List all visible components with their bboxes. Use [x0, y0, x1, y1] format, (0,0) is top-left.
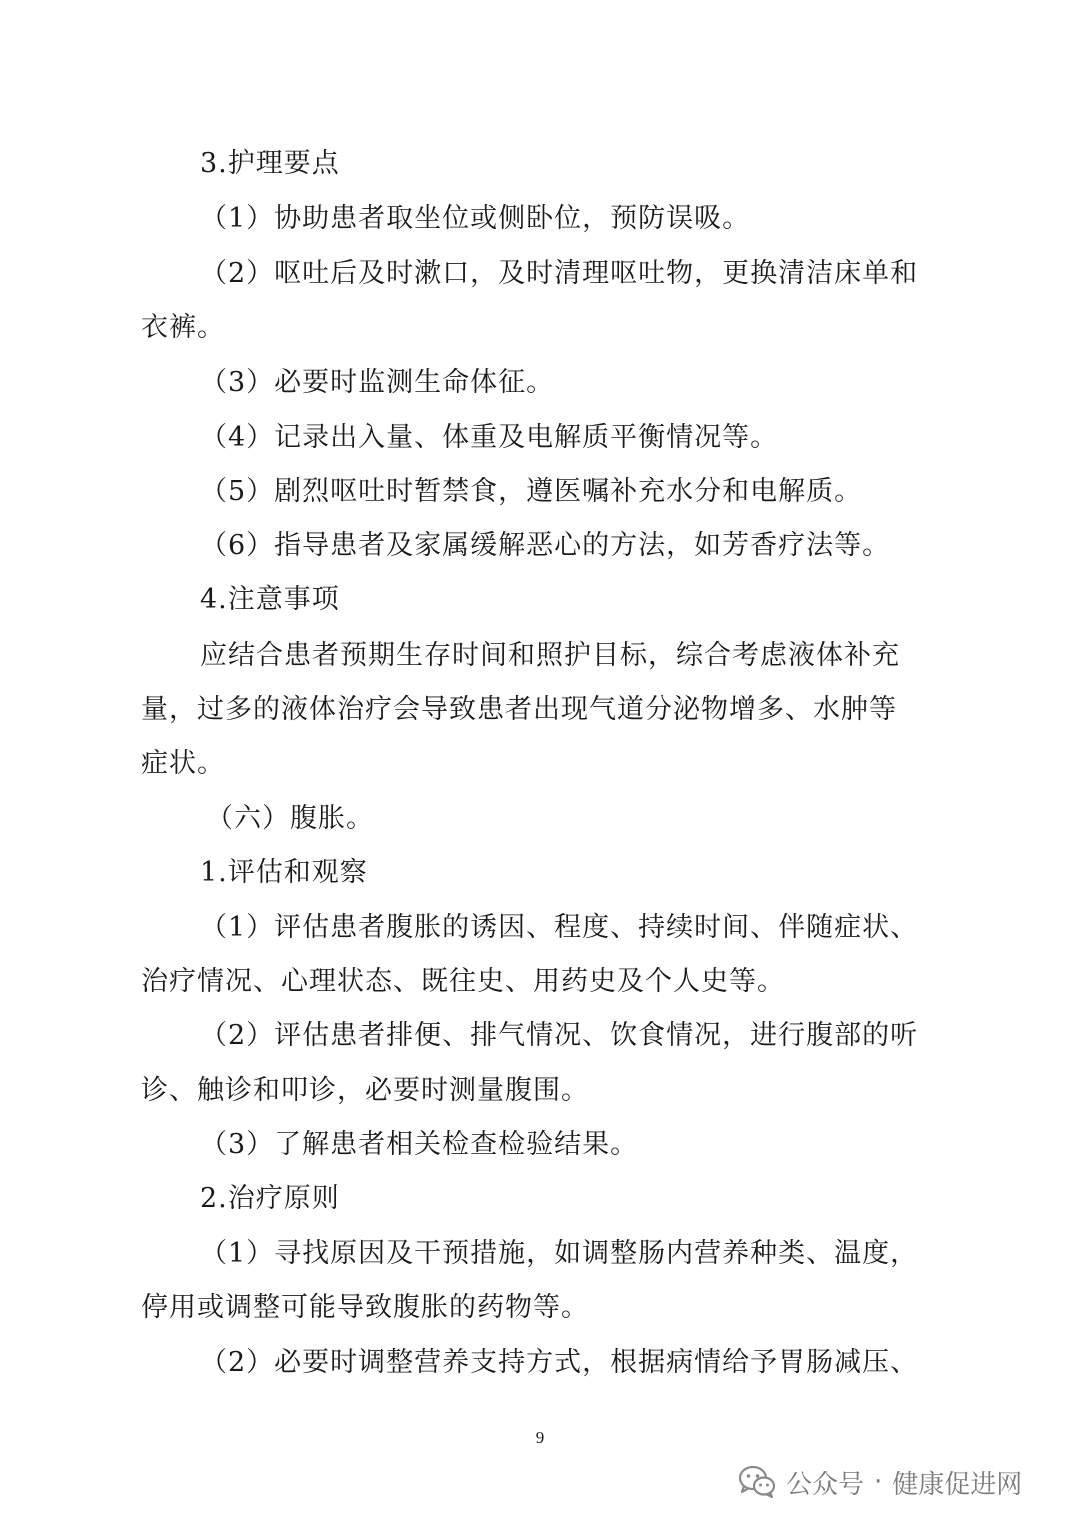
- section-heading-abdominal-distension: （六）腹胀。: [206, 803, 374, 834]
- paragraph-line: 应结合患者预期生存时间和照护目标，综合考虑液体补充: [200, 640, 900, 671]
- paragraph-line: （2）评估患者排便、排气情况、饮食情况，进行腹部的听: [200, 1020, 919, 1051]
- page-number: 9: [535, 1428, 545, 1447]
- wechat-icon: [738, 1465, 776, 1499]
- paragraph-line: （3）必要时监测生命体征。: [200, 367, 555, 398]
- paragraph-line: 量，过多的液体治疗会导致患者出现气道分泌物增多、水肿等: [141, 694, 897, 725]
- section-heading-precautions: 4.注意事项: [200, 584, 340, 615]
- watermark-label: 公众号: [786, 1469, 865, 1500]
- paragraph-line: 治疗情况、心理状态、既往史、用药史及个人史等。: [141, 966, 785, 997]
- paragraph-line: （1）寻找原因及干预措施，如调整肠内营养种类、温度，: [200, 1238, 919, 1269]
- paragraph-line: （1）协助患者取坐位或侧卧位，预防误吸。: [200, 203, 751, 234]
- paragraph-line: 症状。: [141, 748, 225, 779]
- paragraph-line: （2）呕吐后及时漱口，及时清理呕吐物，更换清洁床单和: [200, 258, 919, 289]
- wechat-watermark: [738, 1462, 1022, 1502]
- paragraph-line: 停用或调整可能导致腹胀的药物等。: [141, 1292, 589, 1323]
- paragraph-line: （1）评估患者腹胀的诱因、程度、持续时间、伴随症状、: [200, 912, 919, 943]
- paragraph-line: 诊、触诊和叩诊，必要时测量腹围。: [141, 1075, 589, 1106]
- watermark-separator: ·: [874, 1467, 883, 1497]
- paragraph-line: （3）了解患者相关检查检验结果。: [200, 1129, 639, 1160]
- section-heading-nursing-points: 3.护理要点: [200, 148, 340, 179]
- paragraph-line: （6）指导患者及家属缓解恶心的方法，如芳香疗法等。: [200, 530, 891, 561]
- section-heading-treatment: 2.治疗原则: [200, 1183, 340, 1214]
- paragraph-line: （5）剧烈呕吐时暂禁食，遵医嘱补充水分和电解质。: [200, 476, 863, 507]
- watermark-account: 健康促进网: [892, 1469, 1023, 1500]
- paragraph-line: （4）记录出入量、体重及电解质平衡情况等。: [200, 422, 779, 453]
- paragraph-line: 衣裤。: [141, 312, 225, 343]
- section-heading-assessment: 1.评估和观察: [200, 857, 368, 888]
- paragraph-line: （2）必要时调整营养支持方式，根据病情给予胃肠减压、: [200, 1347, 919, 1378]
